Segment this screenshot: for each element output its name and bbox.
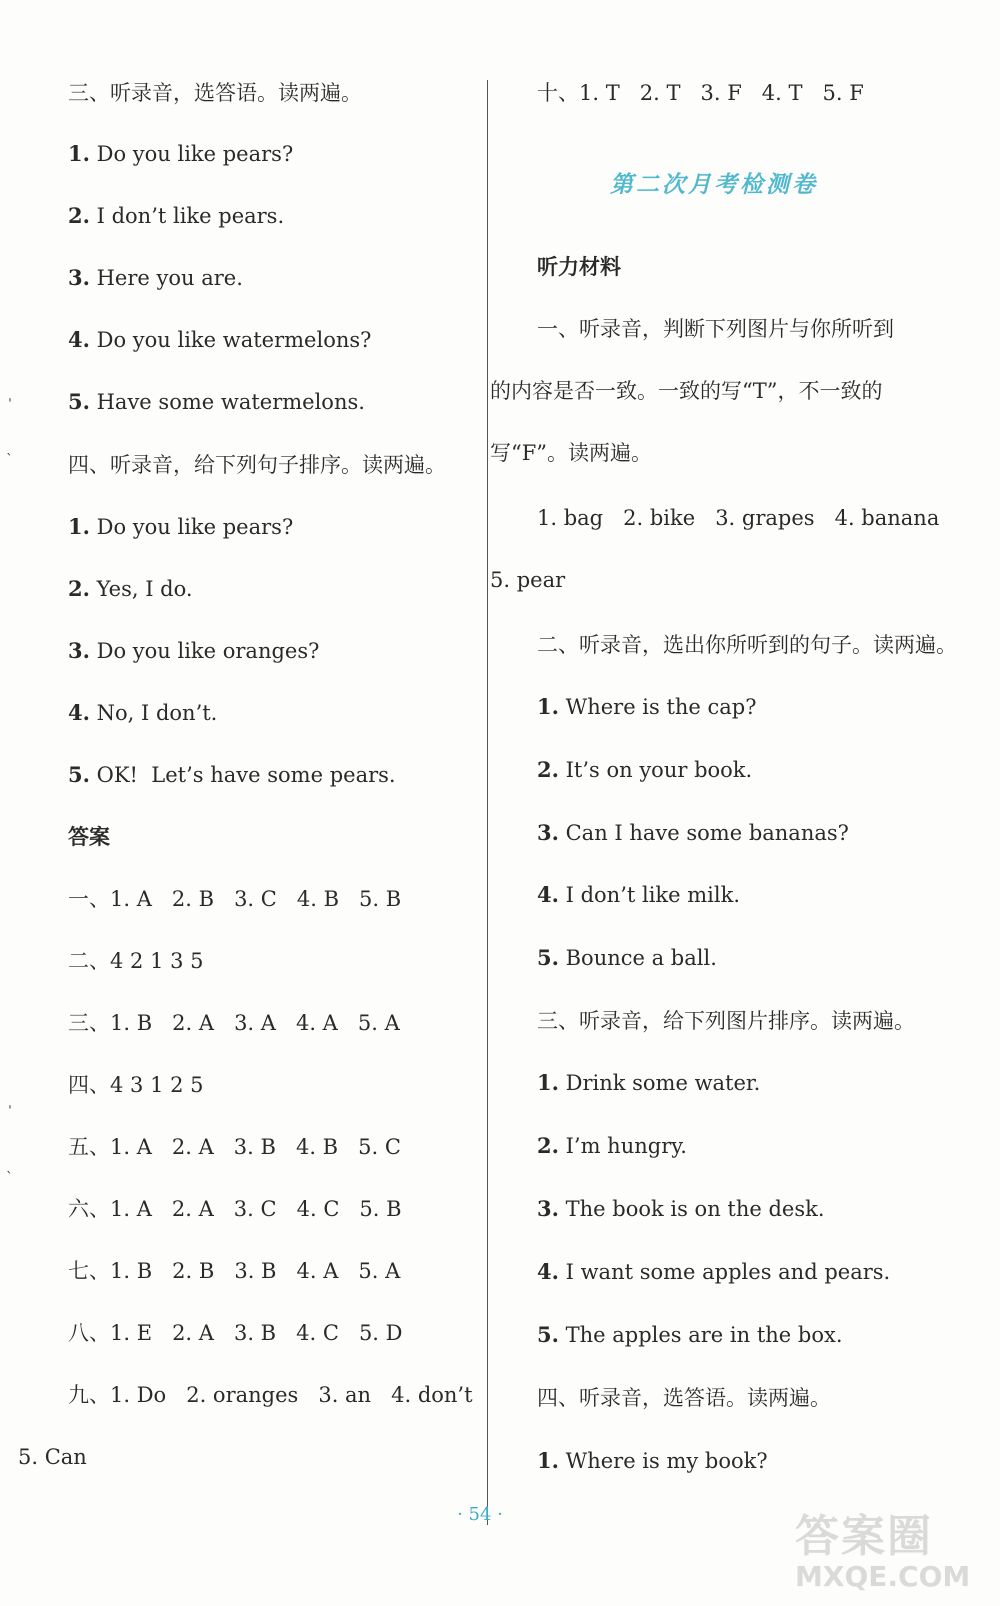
listening-heading: 听力材料 (537, 255, 621, 279)
listening-item (537, 880, 740, 910)
q4-title: 四、听录音，选答语。读两遍。 (537, 1386, 831, 1410)
listening-item (68, 263, 243, 293)
q1-title-line: 写“F”。读两遍。 (490, 441, 653, 465)
item-text: Can I have some bananas? (558, 821, 849, 845)
answer-row: 一、1. A 2. B 3. C 4. B 5. B (68, 887, 402, 911)
section4-title: 四、听录音，给下列句子排序。读两遍。 (68, 453, 446, 477)
item-number: 4. (68, 327, 90, 352)
item-text: Yes, I do. (89, 577, 193, 601)
item-text: Do you like pears? (89, 142, 294, 166)
listening-item (537, 692, 757, 722)
item-text: The book is on the desk. (558, 1197, 825, 1221)
answer-row-continued: 5. Can (18, 1445, 87, 1469)
item-number: 5. (537, 945, 559, 970)
item-text: I’m hungry. (558, 1134, 687, 1158)
item-text: I don’t like milk. (558, 883, 740, 907)
scan-mark: ˋ (6, 1170, 13, 1186)
item-number: 5. (68, 389, 90, 414)
item-text: Where is the cap? (558, 695, 757, 719)
section3-title: 三、听录音，选答语。读两遍。 (68, 81, 362, 105)
item-number: 1. (537, 694, 559, 719)
answer-row: 六、1. A 2. A 3. C 4. C 5. B (68, 1197, 402, 1221)
item-text: Do you like oranges? (89, 639, 320, 663)
scan-mark: ˋ (6, 452, 13, 468)
item-number: 5. (68, 762, 90, 787)
watermark-text-top: 答案圈 (795, 1511, 933, 1562)
item-number: 2. (537, 757, 559, 782)
q1-words: 1. bag 2. bike 3. grapes 4. banana (537, 506, 940, 530)
item-number: 2. (537, 1133, 559, 1158)
item-number: 3. (68, 638, 90, 663)
listening-item (68, 201, 284, 231)
answer-row: 五、1. A 2. A 3. B 4. B 5. C (68, 1135, 401, 1159)
watermark-text-bottom: MXQE.COM (795, 1560, 971, 1593)
listening-item (537, 943, 717, 973)
item-text: Do you like pears? (89, 515, 294, 539)
scan-mark: ˌ (8, 1095, 12, 1111)
page-number: · 54 · (457, 1504, 503, 1525)
listening-item (68, 387, 365, 417)
answer-row: 三、1. B 2. A 3. A 4. A 5. A (68, 1011, 400, 1035)
item-text: Here you are. (89, 266, 243, 290)
listening-item (537, 755, 752, 785)
item-number: 2. (68, 203, 90, 228)
listening-item (537, 1446, 768, 1476)
item-number: 4. (68, 700, 90, 725)
item-text: It’s on your book. (558, 758, 753, 782)
listening-item (537, 1131, 687, 1161)
listening-item (537, 1320, 843, 1350)
answer-row: 九、1. Do 2. oranges 3. an 4. don’t (68, 1383, 473, 1407)
listening-item (537, 1257, 890, 1287)
item-text: Bounce a ball. (558, 946, 717, 970)
answer-row: 七、1. B 2. B 3. B 4. A 5. A (68, 1259, 401, 1283)
item-text: I want some apples and pears. (558, 1260, 891, 1284)
item-number: 3. (537, 820, 559, 845)
item-number: 4. (537, 882, 559, 907)
item-text: The apples are in the box. (558, 1323, 843, 1347)
item-text: Drink some water. (558, 1071, 761, 1095)
answer-ten: 十、1. T 2. T 3. F 4. T 5. F (537, 81, 864, 105)
q1-title-line: 的内容是否一致。一致的写“T”，不一致的 (490, 379, 883, 403)
listening-item (68, 636, 319, 666)
listening-item (68, 574, 193, 604)
item-text: Have some watermelons. (89, 390, 365, 414)
scan-mark: ˌ (8, 388, 12, 404)
watermark-logo (795, 1500, 995, 1600)
q1-title-line: 一、听录音，判断下列图片与你所听到 (537, 317, 894, 341)
listening-item (537, 1194, 825, 1224)
listening-item (68, 512, 293, 542)
answer-row: 四、4 3 1 2 5 (68, 1073, 204, 1097)
section-title: 第二次月考检测卷 (610, 171, 818, 198)
listening-item (68, 760, 396, 790)
item-text: I don’t like pears. (89, 204, 285, 228)
q1-words: 5. pear (490, 568, 566, 592)
listening-item (68, 698, 217, 728)
item-number: 1. (68, 141, 90, 166)
item-number: 1. (537, 1070, 559, 1095)
item-number: 4. (537, 1259, 559, 1284)
item-text: OK! Let’s have some pears. (89, 763, 396, 787)
item-number: 1. (68, 514, 90, 539)
item-number: 5. (537, 1322, 559, 1347)
column-divider (487, 80, 488, 1525)
item-text: Where is my book? (558, 1449, 768, 1473)
item-number: 3. (68, 265, 90, 290)
answer-row: 八、1. E 2. A 3. B 4. C 5. D (68, 1321, 403, 1345)
listening-item (537, 1068, 760, 1098)
listening-item (68, 139, 293, 169)
answer-row: 二、4 2 1 3 5 (68, 949, 204, 973)
q3-title: 三、听录音，给下列图片排序。读两遍。 (537, 1009, 915, 1033)
listening-item (537, 818, 849, 848)
listening-item (68, 325, 371, 355)
item-number: 1. (537, 1448, 559, 1473)
item-text: Do you like watermelons? (89, 328, 372, 352)
item-text: No, I don’t. (89, 701, 218, 725)
item-number: 3. (537, 1196, 559, 1221)
item-number: 2. (68, 576, 90, 601)
q2-title: 二、听录音，选出你所听到的句子。读两遍。 (537, 633, 957, 657)
answers-heading: 答案 (68, 825, 110, 849)
